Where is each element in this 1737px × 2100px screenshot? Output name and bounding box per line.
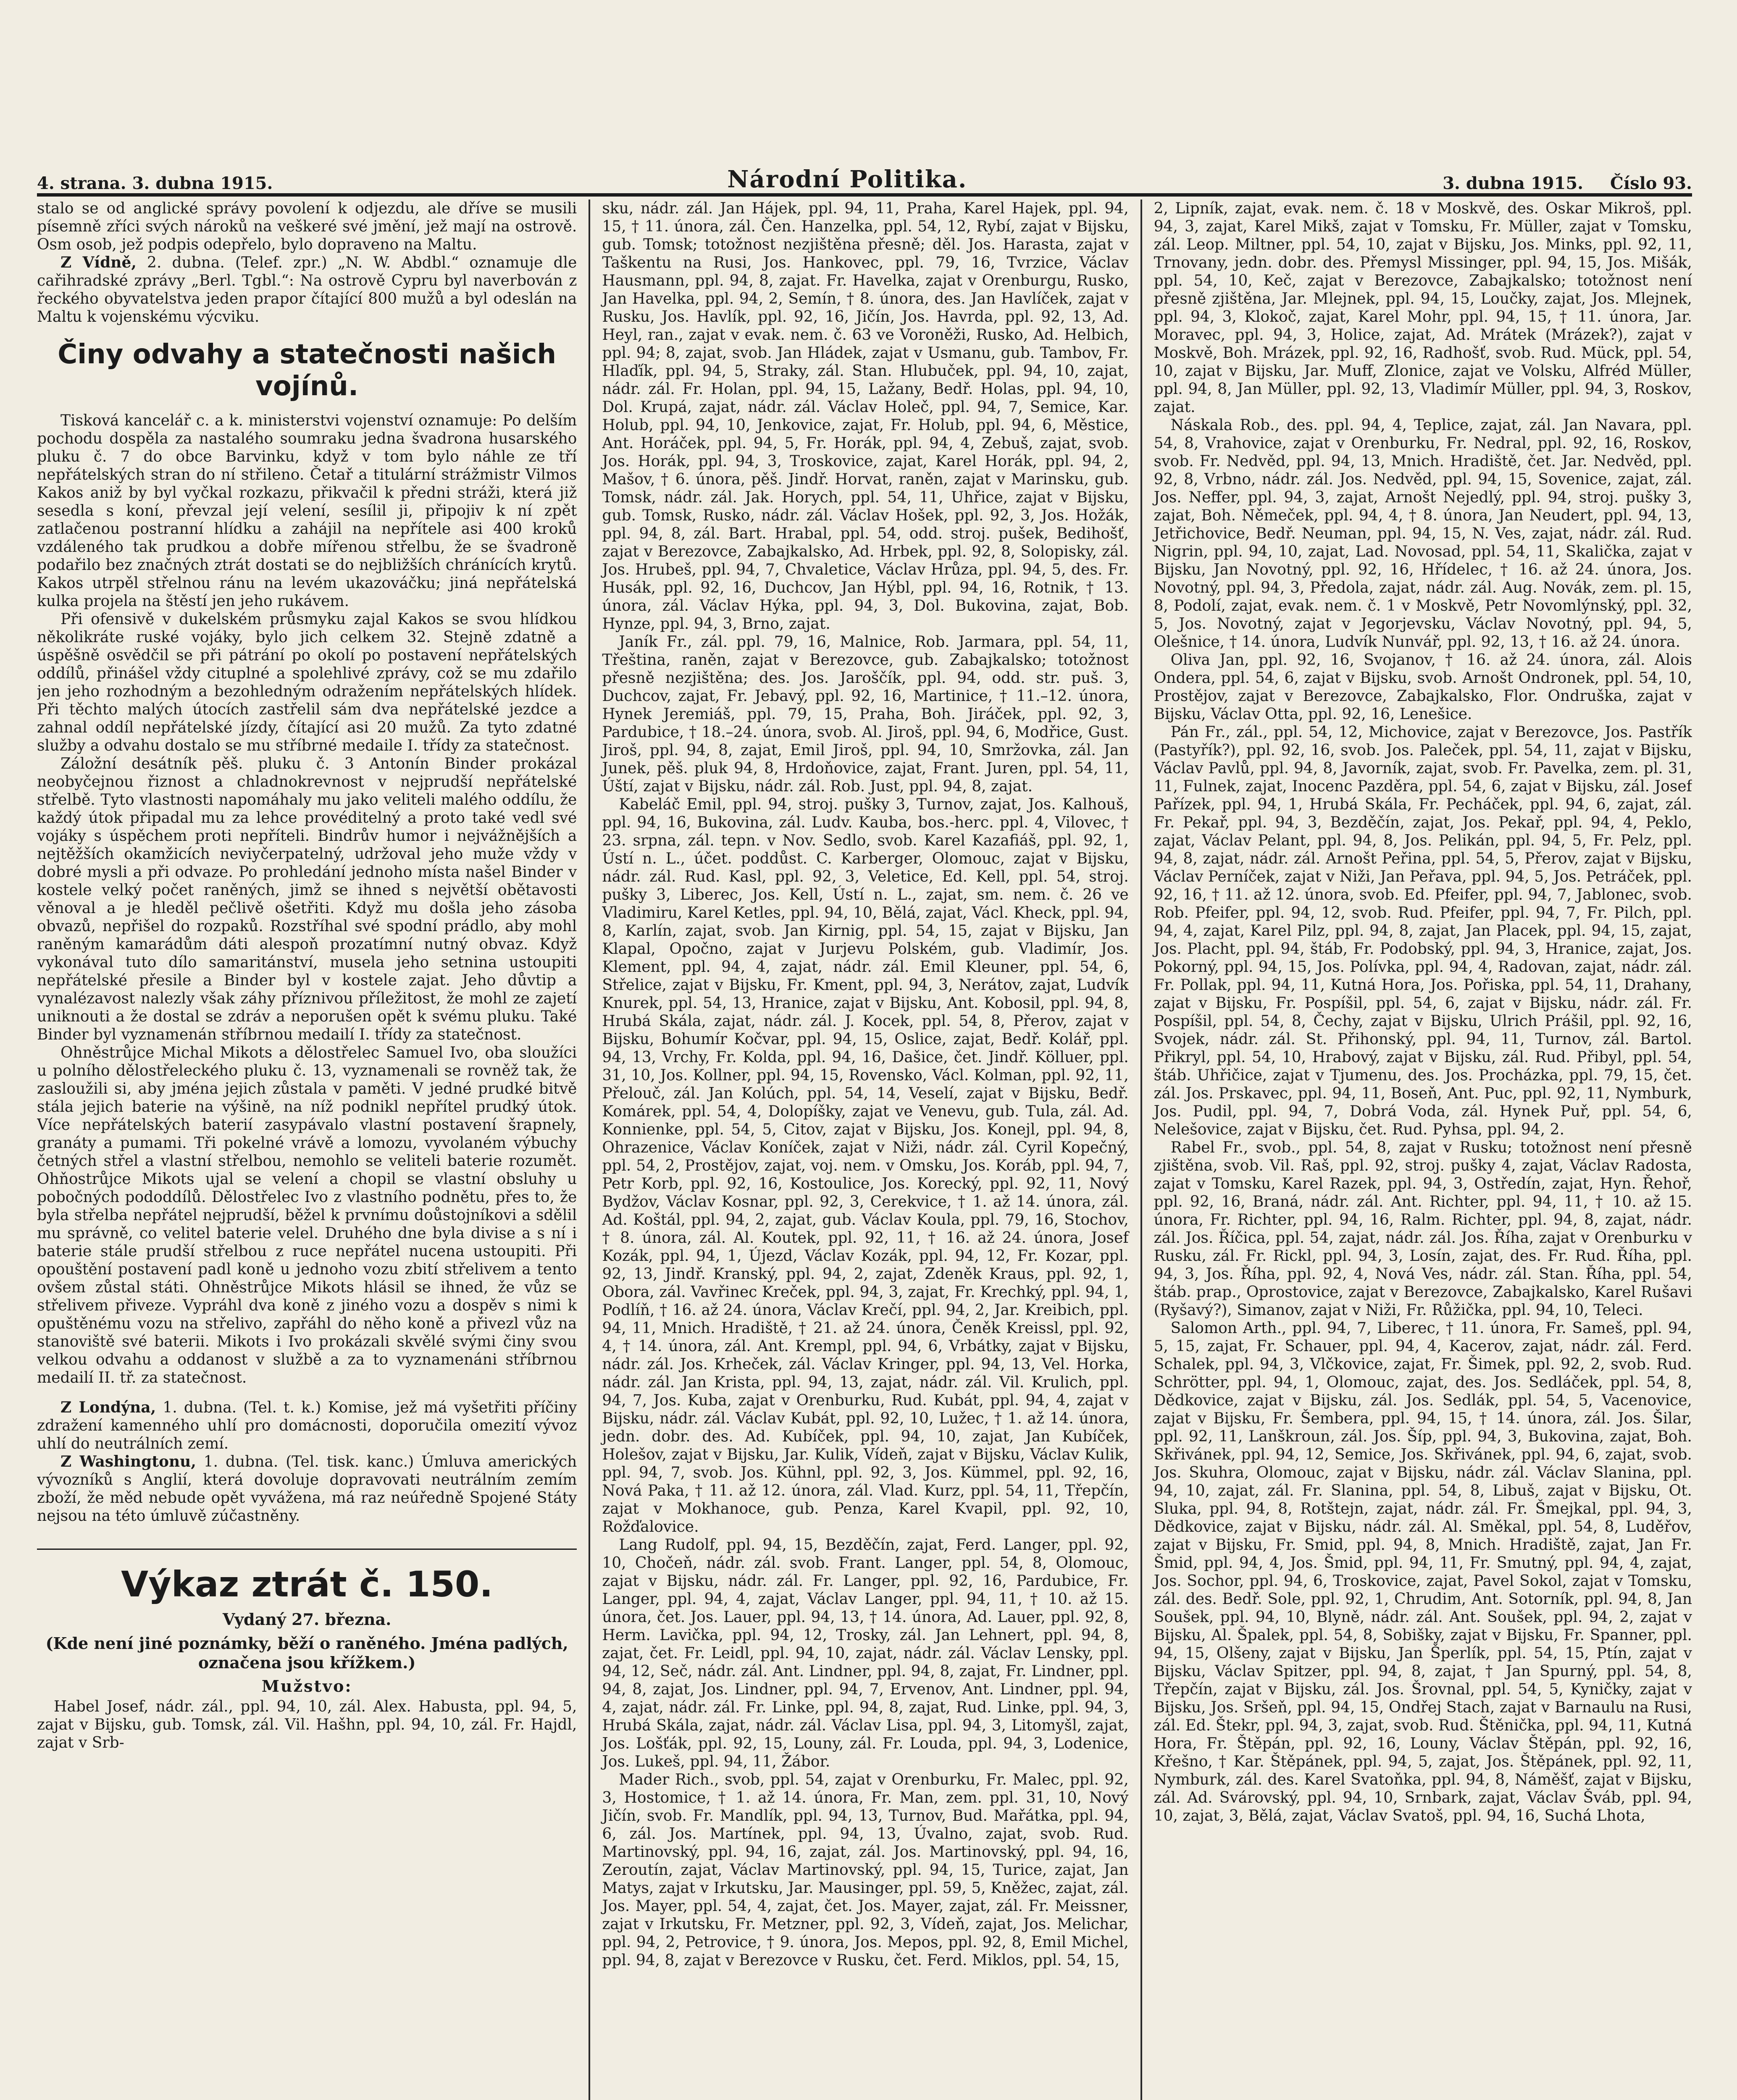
article-paragraph-4: Ohněstrůjce Michal Mikots a dělostřelec Samuel Ivo, oba sloužíci u polního dělostřeleckého pluku č. 13, vyznamenali se rovněž tak, že zasloužili si, aby jména jejich zůstala v paměti. V jedné prudké bitvě stála jejich baterie na výšině, na níž podnikl nepřítel prudký útok. Více nepřátelských baterií zasypávalo vlastní postavení šrapnely, granáty a pumami. Tři pokelné vrávě a lomozu, vyvolaném výbuchy četných střel a vlastní střelbou, nemohlo se veliteli baterie rozumět. Ohňostrůjce Mikots ujal se velení a chopil se vlastní obsluhy u pobočných pododdílů. Dělostřelec Ivo z vlastního podnětu, přes to, že byla střelba nepřátel nejprudší, běžel k prvnímu doůstojníkovi a sdělil mu správně, co velitel baterie velel. Druhého dne byla divise a s ní i baterie stále prudší střelbou z ruce nepřátel nucena ustoupiti. Při opouštění postavení padl koně u jednoho vozu zbití střelivem a tento ovšem zůstal státi. Ohněstrůjce Mikots hlásil se ihned, že vůz se střelivem přiveze. Vypráhl dva koně z jiného vozu a dospěv s nimi k opuštěnému vozu na střelivo, zapřáhl do něho koně a přivezl vůz na stanoviště své baterii. Mikots i Ivo prokázali skvělé svými činy svou velkou odvahu a oddanost v službě a za to vyznamenáni stříbrnou medailí II. tř. za statečnost.: [37, 1044, 577, 1386]
column-2: [589, 200, 1140, 2100]
header-date-left: 3. dubna 1915.: [132, 173, 273, 193]
wien-text: 2. dubna. (Telef. zpr.) „N. W. Abdbl.“ oznamuje dle cařihradské zprávy „Berl. Tgbl.“: Na ostrově Cypru byl naverbován z řeckého obyvatelstva jeden prapor čítající 800 mužů a byl odeslán na Maltu k vojenskému výcviku.: [37, 254, 577, 326]
section-muzstvo: Mužstvo:: [261, 1677, 352, 1696]
casualty-entry-habel: Habel Josef, nádr. zál., ppl. 94, 10, zál. Alex. Habusta, ppl. 94, 5, zajat v Bijsku, gub. Tomsk, zál. Vil. Hašhn, ppl. 94, 10, zál. Fr. Hajdl, zajat v Srb-: [37, 1698, 577, 1751]
casualty-entries-r: Rabel Fr., svob., ppl. 54, 8, zajat v Rusku; totožnost není přesně zjištěna, svob. Vil. Raš, ppl. 92, stroj. pušky 4, zajat, Václav Radosta, zajat v Tomsku, Karel Razek, ppl. 94, 3, Ostředín, zajat, Hyn. Řehoř, ppl. 92, 16, Braná, nádr. zál. Ant. Richter, ppl. 94, 11, † 10. až 15. února, Fr. Richter, ppl. 94, 16, Ralm. Richter, ppl. 94, 8, zajat, nádr. zál. Jos. Říčica, ppl. 54, zajat, nádr. zál. Jos. Říha, zajat v Orenburku v Rusku, zál. Fr. Rickl, ppl. 94, 3, Losín, zajat, des. Fr. Rud. Říha, ppl. 94, 3, Jos. Říha, ppl. 92, 4, Nová Ves, nádr. zál. Stan. Říha, ppl. 54, štáb. prap., Oprostovice, zajat v Berezovce, Zabajkalsko, Karel Rušavi (Ryšavý?), Simanov, zajat v Niži, Fr. Růžička, ppl. 94, 10, Teleci.: [1154, 1139, 1692, 1319]
casualty-entries-o: Oliva Jan, ppl. 92, 16, Svojanov, † 16. až 24. února, zál. Alois Ondera, ppl. 54, 6, zajat v Bijsku, svob. Arnošt Ondronek, ppl. 54, 10, Prostějov, zajat v Berezovce, Zabajkalsko, Flor. Ondruška, zajat v Bijsku, Václav Otta, ppl. 92, 16, Lenešice.: [1154, 651, 1692, 723]
header-date-right: 3. dubna 1915.: [1443, 173, 1584, 193]
casualty-entries-k: Kabeláč Emil, ppl. 94, stroj. pušky 3, Turnov, zajat, Jos. Kalhouš, ppl. 94, 16, Bukovina, zál. Ludv. Kauba, bos.-herc. ppl. 4, Vilovec, † 23. srpna, zál. tepn. v Nov. Sedlo, svob. Karel Kazafiáš, ppl. 92, 1, Ústí n. L., účet. poddůst. C. Karberger, Olomouc, zajat v Bijsku, nádr. zál. Rud. Kasl, ppl. 92, 3, Veletice, Ed. Kell, ppl. 54, stroj. pušky 3, Liberec, Jos. Kell, Ústí n. L., zajat, sm. nem. č. 26 ve Vladimiru, Karel Ketles, ppl. 94, 10, Bělá, zajat, Václ. Kheck, ppl. 94, 8, Karlín, zajat, svob. Jan Kirnig, ppl. 54, 15, zajat v Bijsku, Jan Klapal, Opočno, zajat v Jurjevu Polském, gub. Vladimír, Jos. Klement, ppl. 94, 4, zajat, nádr. zál. Emil Kleuner, ppl. 54, 6, Střelice, zajat v Bijsku, Fr. Kment, ppl. 94, 3, Nerátov, zajat, Ludvík Knurek, ppl. 54, 13, Hranice, zajat v Bijsku, Ant. Kobosil, ppl. 94, 8, Hrubá Skála, zajat, nádr. zál. J. Kocek, ppl. 54, 8, Přerov, zajat v Bijsku, Bohumír Kočvar, ppl. 94, 15, Oslice, zajat, Bedř. Kolář, ppl. 94, 13, Vrchy, Fr. Kolda, ppl. 94, 16, Dašice, čet. Jindř. Kölluer, ppl. 31, 10, Jos. Kollner, ppl. 94, 15, Rovensko, Václ. Kolman, ppl. 92, 11, Přelouč, zál. Jan Kolúch, ppl. 54, 14, Veselí, zajat v Bijsku, Bedř. Komárek, ppl. 54, 4, Dolopíšky, zajat ve Venevu, gub. Tula, zál. Ad. Konnienke, ppl. 54, 5, Citov, zajat v Bijsku, Jos. Konejl, ppl. 94, 8, Ohrazenice, Václav Koníček, zajat v Niži, nádr. zál. Cyril Kopečný, ppl. 54, 2, Prostějov, zajat, voj. nem. v Omsku, Jos. Koráb, ppl. 94, 7, Petr Korb, ppl. 92, 16, Kostoulice, Jos. Korecký, ppl. 92, 11, Nový Bydžov, Václav Kosnar, ppl. 92, 3, Cerekvice, † 1. až 14. února, zál. Ad. Koštál, ppl. 94, 2, zajat, gub. Václav Koula, ppl. 79, 16, Stochov, † 8. února, zál. Al. Koutek, ppl. 92, 11, † 16. až 24. února, Josef Kozák, ppl. 94, 1, Újezd, Václav Kozák, ppl. 94, 12, Fr. Kozar, ppl. 92, 13, Jindř. Kranský, ppl. 94, 2, zajat, Zdeněk Kraus, ppl. 92, 1, Obora, zál. Vavřinec Kreček, ppl. 94, 3, zajat, Fr. Krechký, ppl. 94, 1, Podlíň, † 16. až 24. února, Václav Krečí, ppl. 94, 2, Jar. Kreibich, ppl. 94, 11, Mnich. Hradiště, † 21. až 24. února, Čeněk Kreissl, ppl. 92, 4, † 14. února, zál. Ant. Krempl, ppl. 94, 6, Vrbátky, zajat v Bijsku, nádr. zál. Jos. Krheček, zál. Václav Kringer, ppl. 94, 13, Vel. Horka, nádr. zál. Jan Krista, ppl. 94, 13, zajat, nádr. zál. Vil. Krulich, ppl. 94, 7, Jos. Kuba, zajat v Orenburku, Rud. Kubát, ppl. 94, 4, zajat v Bijsku, nádr. zál. Václav Kubát, ppl. 92, 10, Lužec, † 1. až 14. února, jedn. dobr. des. Ad. Kubíček, ppl. 94, 10, zajat, Jan Kubíček, Holešov, zajat v Bijsku, Jar. Kulik, Vídeň, zajat v Bijsku, Václav Kulik, ppl. 94, 7, svob. Jos. Kühnl, ppl. 92, 3, Jos. Kümmel, ppl. 92, 16, Nová Paka, † 11. až 12. února, zál. Vlad. Kurz, ppl. 54, 11, Třepčín, zajat v Mokhanoce, gub. Penza, Karel Kvapil, ppl. 92, 10, Rožďalovice.: [602, 796, 1129, 1536]
casualty-list-issued: Vydaný 27. března.: [223, 1610, 392, 1629]
cyprus-paragraph: stalo se od anglické správy povolení k odjezdu, ale dříve se musili písemně zříci svých nároků na veškeré své jmění, jež mají na ostrově. Osm osob, jež podpis odepřelo, bylo dopraveno na Maltu.: [37, 200, 577, 253]
page-header: [37, 160, 1692, 197]
columns: [37, 200, 1692, 2100]
casualty-roll-1: [37, 1698, 577, 1752]
casualty-entries-h: sku, nádr. zál. Jan Hájek, ppl. 94, 11, Praha, Karel Hajek, ppl. 94, 15, † 11. února, zál. Čen. Hanzelka, ppl. 54, 12, Rybí, zajat v Bijsku, gub. Tomsk; totožnost nezjištěna přesně; děl. Jos. Harasta, zajat v Taškentu na Rusi, Jos. Hankovec, ppl. 79, 16, Tvrzice, Václav Hausmann, ppl. 94, 8, zajat. Fr. Havelka, zajat v Orenburgu, Rusko, Jan Havelka, ppl. 94, 2, Semín, † 8. února, des. Jan Havlíček, zajat v Rusku, Jos. Havlík, ppl. 92, 16, Jičín, Jos. Havrda, ppl. 92, 13, Ad. Heyl, ran., zajat v evak. nem. č. 63 ve Voroněži, Rusko, Ad. Helbich, ppl. 94; 8, zajat, svob. Jan Hládek, zajat v Usmanu, gub. Tambov, Fr. Hlaďík, ppl. 94, 5, Straky, zál. Stan. Hlubuček, ppl. 94, 10, zajat, nádr. zál. Fr. Holan, ppl. 94, 15, Lažany, Bedř. Holas, ppl. 94, 10, Dol. Krupá, zajat, nádr. zál. Václav Holeč, ppl. 94, 7, Semice, Kar. Holub, ppl. 94, 10, Jenkovice, zajat, Fr. Holub, ppl. 94, 6, Městice, Ant. Horáček, ppl. 94, 5, Fr. Horák, ppl. 94, 4, Zebuš, zajat, svob. Jos. Horák, ppl. 94, 3, Troskovice, zajat, Karel Horák, ppl. 94, 2, Mašov, † 6. února, pěš. Jindř. Horvat, raněn, zajat v Marinsku, gub. Tomsk, nádr. zál. Jak. Horych, ppl. 54, 11, Uhřice, zajat v Bijsku, gub. Tomsk, Rusko, nádr. zál. Václav Hošek, ppl. 92, 3, Jos. Hožák, ppl. 94, 8, zál. Bart. Hrabal, ppl. 54, odd. stroj. pušek, Bedihošť, zajat v Berezovce, Zabajkalsko, Ad. Hrbek, ppl. 92, 8, Solopisky, zál. Jos. Hrubeš, ppl. 94, 7, Chvaletice, Václav Hrůza, ppl. 94, 5, des. Fr. Husák, ppl. 92, 16, Duchcov, Jan Hýbl, ppl. 94, 16, Rotnik, † 13. února, zál. Václav Hýka, ppl. 94, 3, Dol. Bukovina, zajat, Bob. Hynze, ppl. 94, 3, Brno, zajat.: [602, 200, 1129, 633]
london-text: 1. dubna. (Tel. t. k.) Komise, jež má vyšetřiti příčiny zdražení kamenného uhlí pro domácnosti, doporučila omezití vývoz uhlí do neutrálních zemí.: [37, 1399, 577, 1452]
london-report: [37, 1399, 577, 1453]
article-paragraph-3: Záložní desátník pěš. pluku č. 3 Antonín Binder prokázal neobyčejnou řiznost a chladnokrevnost v nejprudší nepřátelské střelbě. Tyto vlastnosti napomáhaly mu jako veliteli malého oddílu, že každý útok připadal mu za lehce provéditelný a proto také vedl své vojáky s úspěchem proti nepříteli. Bindrův humor i nejvážnějších a nejtěžších okamžicích neviyčerpatelný, udržoval jeho muže vždy v dobré mysli a při odvaze. Po prohledání jednoho místa našel Binder v kostele velký počet raněných, jimž se ihned s největší obětavosti věnoval a je hleděl pečlivě ošetřiti. Když mu došla jeho zásoba obvazů, nepřišel do rozpaků. Rozstříhal své spodní prádlo, aby mohl raněným kamarádům dáti alespoň prozatímní nutný obvaz. Když vykonával tuto dílo samaritánství, musela jeho setnina ustoupiti nepřátelské přesile a Binder byl v kostele zajat. Jeho důvtip a vynalézavost nalezly však záhy příznivou příležitost, že mohl ze zajetí uniknouti a že dostal se zdráv a neporušen opět k svému pluku. Také Binder byl vyznamenán stříbrnou medailí I. třídy za statečnost.: [37, 755, 577, 1043]
dateline-london: Z Londýna,: [60, 1399, 156, 1416]
masthead: Národní Politika.: [727, 165, 967, 193]
casualty-entries-s: Salomon Arth., ppl. 94, 7, Liberec, † 11. února, Fr. Sameš, ppl. 94, 5, 15, zajat, Fr. Schauer, ppl. 94, 4, Kacerov, zajat, nádr. zál. Ferd. Schalek, ppl. 94, 3, Vlčkovice, zajat, Fr. Šimek, ppl. 92, 2, svob. Rud. Schrötter, ppl. 94, 1, Olomouc, zajat, des. Jos. Sedláček, ppl. 54, 8, Dědkovice, zajat v Bijsku, zál. Jos. Sedlák, ppl. 54, 5, Vacenovice, zajat v Bijsku, Fr. Šembera, ppl. 94, 15, † 14. února, zál. Jos. Šilar, ppl. 92, 11, Lanškroun, zál. Jos. Šíp, ppl. 94, 3, Bukovina, zajat, Boh. Skřivánek, ppl. 94, 12, Semice, Jos. Skřivánek, ppl. 94, 6, zajat, svob. Jos. Skuhra, Olomouc, zajat v Bijsku, nádr. zál. Václav Slanina, ppl. 94, 10, zajat, zál. Fr. Slanina, ppl. 54, 8, Libuš, zajat v Bijsku, Ot. Sluka, ppl. 94, 8, Rotštejn, zajat, nádr. zál. Fr. Šmejkal, ppl. 94, 3, Dědkovice, zajat v Bijsku, nádr. zál. Al. Směkal, ppl. 54, 8, Luděřov, zajat v Bijsku, Fr. Smid, ppl. 94, 8, Mnich. Hradiště, zajat, Jan Fr. Šmid, ppl. 94, 4, Jos. Šmid, ppl. 94, 11, Fr. Smutný, ppl. 94, 4, zajat, Jos. Sochor, ppl. 94, 6, Troskovice, zajat, Pavel Sokol, zajat v Tomsku, zál. des. Bedř. Sole, ppl. 92, 1, Chrudim, Ant. Sotorník, ppl. 94, 8, Jan Soušek, ppl. 94, 10, Blyně, nádr. zál. Ant. Soušek, ppl. 94, 2, zajat v Bijsku, Al. Špalek, ppl. 54, 8, Sobišky, zajat v Bijsku, Fr. Spanner, ppl. 94, 15, Olšeny, zajat v Bijsku, Jan Šperlík, ppl. 54, 15, Ptín, zajat v Bijsku, Václav Spitzer, ppl. 94, 8, zajat, † Jan Spurný, ppl. 54, 8, Třepčín, zajat v Bijsku, zál. Jos. Šrovnal, ppl. 54, 5, Kyničky, zajat v Bijsku, Jos. Sršeň, ppl. 94, 15, Ondřej Stach, zajat v Barnaulu na Rusi, zál. Ed. Štekr, ppl. 94, 3, zajat, svob. Rud. Štěnička, ppl. 94, 11, Kutná Hora, Fr. Štěpán, ppl. 92, 16, Louny, Václav Štěpán, ppl. 92, 16, Křešno, † Kar. Štěpánek, ppl. 94, 5, zajat, Jos. Štěpánek, ppl. 92, 11, Nymburk, zál. des. Karel Svatoňka, ppl. 94, 8, Náměšť, zajat v Bijsku, zál. Ad. Svárovský, ppl. 94, 10, Srnbark, zajat, Václav Šváb, ppl. 94, 10, zajat, 3, Bělá, zajat, Václav Svatoš, ppl. 94, 16, Suchá Lhota,: [1154, 1320, 1692, 1824]
casualty-entries-p: Pán Fr., zál., ppl. 54, 12, Michovice, zajat v Berezovce, Jos. Pastřík (Pastyřík?), ppl. 92, 16, svob. Jos. Paleček, ppl. 54, 11, zajat v Bijsku, Václav Pavlů, ppl. 94, 8, Javorník, zajat, svob. Fr. Pavelka, zem. pl. 31, 11, Fulnek, zajat, Inocenc Pazděra, ppl. 54, 6, zajat v Bijsku, zál. Josef Pařízek, ppl. 94, 1, Hrubá Skála, Fr. Pecháček, ppl. 94, 6, zajat, zál. Fr. Pekař, ppl. 94, 3, Bezděčín, zajat, Jos. Pekař, ppl. 94, 4, Peklo, zajat, Václav Pelant, ppl. 94, 8, Jos. Pelikán, ppl. 94, 5, Fr. Pelz, ppl. 94, 8, zajat, nádr. zál. Arnošt Peřina, ppl. 54, 5, Přerov, zajat v Bijsku, Václav Perníček, zajat v Niži, Jan Peřava, ppl. 94, 5, Jos. Petráček, ppl. 92, 16, † 11. až 12. února, svob. Ed. Pfeifer, ppl. 94, 7, Jablonec, svob. Rob. Pfeifer, ppl. 94, 12, svob. Rud. Pfeifer, ppl. 94, 7, Fr. Pilch, ppl. 94, 4, zajat, Karel Pilz, ppl. 94, 8, zajat, Jan Placek, ppl. 94, 15, zajat, Jos. Placht, ppl. 94, štáb, Fr. Podobský, ppl. 94, 3, Hranice, zajat, Jos. Pokorný, ppl. 94, 15, Jos. Polívka, ppl. 94, 4, Radovan, zajat, nádr. zál. Fr. Pollak, ppl. 94, 11, Kutná Hora, Jos. Pořiska, ppl. 54, 11, Drahany, zajat v Bijsku, Fr. Pospíšil, ppl. 54, 6, zajat v Bijsku, nádr. zál. Fr. Pospíšil, ppl. 54, 8, Čechy, zajat v Bijsku, Ulrich Prášil, ppl. 92, 16, Svojek, nádr. zál. St. Přihonský, ppl. 94, 11, Turnov, zál. Bartol. Přikryl, ppl. 54, 10, Hrabový, zajat v Bijsku, zál. Rud. Přibyl, ppl. 54, štáb. Uhřičice, zajat v Tjumenu, des. Jos. Procházka, ppl. 79, 15, čet. zál. Jos. Prskavec, ppl. 94, 11, Boseň, Ant. Puc, ppl. 92, 11, Nymburk, Jos. Pudil, ppl. 94, 7, Dobrá Voda, zál. Hynek Puř, ppl. 54, 6, Nelešovice, zajat v Bijsku, čet. Rud. Pyhsa, ppl. 94, 2.: [1154, 724, 1692, 1138]
dateline-wien: Z Vídně,: [60, 254, 137, 271]
newspaper-page: [37, 160, 1692, 2100]
casualty-entries-l: Lang Rudolf, ppl. 94, 15, Bezděčín, zajat, Ferd. Langer, ppl. 92, 10, Chočeň, nádr. zál. svob. Frant. Langer, ppl. 54, 8, Olomouc, zajat v Bijsku, nádr. zál. Fr. Langer, ppl. 92, 16, Pardubice, Fr. Langer, ppl. 94, 4, zajat, Václav Langer, ppl. 94, 11, † 10. až 15. února, čet. Jos. Lauer, ppl. 94, 13, † 14. února, Ad. Lauer, ppl. 92, 8, Herm. Lavička, ppl. 94, 12, Trosky, zál. Jan Lehnert, ppl. 94, 8, zajat, čet. Fr. Leidl, ppl. 94, 10, zajat, nádr. zál. Václav Lensky, ppl. 94, 12, Seč, nádr. zál. Ant. Lindner, ppl. 94, 8, zajat, Fr. Lindner, ppl. 94, 8, zajat, Jos. Lindner, ppl. 94, 7, Ervenov, Ant. Lindner, ppl. 94, 4, zajat, nádr. zál. Fr. Linke, ppl. 94, 8, zajat, Rud. Linke, ppl. 94, 3, Hrubá Skála, zajat, nádr. zál. Václav Lisa, ppl. 94, 3, Litomyšl, zajat, Jos. Lošťák, ppl. 92, 15, Louny, zál. Fr. Louda, ppl. 94, 3, Lodenice, Jos. Lukeš, ppl. 94, 11, Žábor.: [602, 1536, 1129, 1770]
casualty-entries-m: Mader Rich., svob, ppl. 54, zajat v Orenburku, Fr. Malec, ppl. 92, 3, Hostomice, † 1. až 14. února, Fr. Man, zem. ppl. 31, 10, Nový Jičín, svob. Fr. Mandlík, ppl. 94, 13, Turnov, Bud. Mařátka, ppl. 94, 6, zál. Jos. Martínek, ppl. 94, 13, Úvalno, zajat, svob. Rud. Martinovský, ppl. 94, 16, zajat, zál. Jos. Martinovský, ppl. 94, 16, Zeroutín, zajat, Václav Martinovský, ppl. 94, 15, Turice, zajat, Jan Matys, zajat v Irkutsku, Jar. Mausinger, ppl. 59, 5, Kněžec, zajat, zál. Jos. Mayer, ppl. 54, 4, zajat, čet. Jos. Mayer, zajat, zál. Fr. Meissner, zajat v Irkutsku, Fr. Metzner, ppl. 92, 3, Vídeň, zajat, Jos. Melichar, ppl. 94, 2, Petrovice, † 9. února, Jos. Mepos, ppl. 92, 8, Emil Michel, ppl. 94, 8, zajat v Berezovce v Rusku, čet. Ferd. Miklos, ppl. 54, 15,: [602, 1771, 1129, 1969]
issue-number: Číslo 93.: [1610, 173, 1692, 193]
header-right: [1422, 173, 1692, 193]
washington-text: 1. dubna. (Tel. tisk. kanc.) Úmluva amerických vývozníků s Anglií, která dovoluje dopravovati neutrálním zemím zboží, že měd nebude opět vyvážena, má raz neúředně Spojené Státy nejsou na této úmluvě zúčastněny.: [37, 1453, 577, 1525]
casualty-list-header: [37, 1549, 577, 1696]
page-number: 4. strana.: [37, 173, 126, 193]
casualty-entries-m-cont: 2, Lipník, zajat, evak. nem. č. 18 v Moskvě, des. Oskar Mikroš, ppl. 94, 3, zajat, Karel Mikš, zajat v Tomsku, Fr. Müller, zajat v Tomsku, zál. Leop. Miltner, ppl. 54, 10, zajat v Bijsku, Jos. Minks, ppl. 92, 11, Trnovany, jedn. dobr. des. Přemysl Missinger, ppl. 94, 15, Jos. Mišák, ppl. 54, 10, Keč, zajat v Berezovce, Zabajkalsko; totožnost není přesně zjištěna, Jar. Mlejnek, ppl. 94, 15, Loučky, zajat, Jos. Mlejnek, ppl. 94, 3, Klokoč, zajat, Karel Mohr, ppl. 94, 15, † 11. února, Jar. Moravec, ppl. 94, 3, Holice, zajat, Ad. Mrátek (Mrázek?), zajat v Moskvě, Boh. Mrázek, ppl. 92, 16, Radhošť, svob. Rud. Mück, ppl. 54, 10, zajat v Bijsku, Jar. Muff, Zlonice, zajat ve Volsku, Alfréd Müller, ppl. 94, 8, Jan Müller, ppl. 92, 13, Vladimír Müller, ppl. 94, 3, Roskov, zajat.: [1154, 200, 1692, 416]
article-headline: Činy odvahy a statečnosti našich vojínů.: [58, 339, 557, 402]
article-paragraph-1: Tisková kancelář c. a k. ministerstvi vojenství oznamuje: Po delším pochodu dospěla za nastalého soumraku jedna švadrona husarského pluku č. 7 do obce Barvinku, když v tom bylo náhle ze tří nepřátelských stran do ní střileno. Četař a titulární strážmistr Vilmos Kakos aniž by byl vyčkal rozkazu, přikvačil k předni stráži, která již sesedla s koní, převzal její velení, sesílil ji, připojiv k ní zpět zatlačenou postranní hlídku a zahájil na nepřítele asi 400 kroků vzdáleného tak prudkou a dobře mířenou střelbu, že se švadroně podařilo bez značných ztrát dostati se do nejbližších chránících krytů. Kakos utrpěl střelnou ránu na levém ukazováčku; jiná nepřátelská kulka projela na štěstí jen jeho rukávem.: [37, 412, 577, 610]
casualty-entries-j: Janík Fr., zál. ppl. 79, 16, Malnice, Rob. Jarmara, ppl. 54, 11, Třeština, raněn, zajat v Berezovce, gub. Zabajkalsko; totožnost přesně nezjištěna; des. Jos. Jaroščík, ppl. 94, odd. str. puš. 3, Duchcov, zajat, Fr. Jebavý, ppl. 92, 16, Martinice, † 11.–12. února, Hynek Jeremiáš, ppl. 79, 15, Praha, Boh. Jiráček, ppl. 92, 3, Pardubice, † 18.–24. února, svob. Al. Jiroš, ppl. 94, 6, Modřice, Gust. Jiroš, ppl. 94, 8, zajat, Emil Jiroš, ppl. 94, 10, Smržovka, zál. Jan Junek, pěš. pluk 94, 8, Hrdoňovice, zajat, Frant. Juren, ppl. 54, 11, Úští, zajat v Bijsku, nádr. zál. Rob. Just, ppl. 94, 8, zajat.: [602, 633, 1129, 795]
casualty-entries-n: Náskala Rob., des. ppl. 94, 4, Teplice, zajat, zál. Jan Navara, ppl. 54, 8, Vrahovice, zajat v Orenburku, Fr. Nedral, ppl. 92, 16, Roskov, svob. Fr. Nedvěd, ppl. 94, 13, Mnich. Hradiště, čet. Jar. Nedvěd, ppl. 92, 8, Vrbno, nádr. zál. Jos. Nedvěd, ppl. 94, 15, Sovenice, zajat, zál. Jos. Neffer, ppl. 94, 3, zajat, Arnošt Nejedlý, ppl. 94, stroj. pušky 3, zajat, Boh. Němeček, ppl. 94, 4, † 8. února, Jan Neudert, ppl. 94, 13, Jetřichovice, Bedř. Neuman, ppl. 94, 15, N. Ves, zajat, nádr. zál. Rud. Nigrin, ppl. 94, 10, zajat, Lad. Novosad, ppl. 54, 11, Skalička, zajat v Bijsku, Jan Novotný, ppl. 92, 16, Hřídelec, † 16. až 24. února, Jos. Novotný, ppl. 94, 3, Předola, zajat, nádr. zál. Aug. Novák, zem. pl. 15, 8, Podolí, zajat, evak. nem. č. 1 v Moskvě, Petr Novomlýnský, ppl. 32, 5, Jos. Novotný, zajat v Jegorjevsku, Václav Novotný, ppl. 94, 5, Olešnice, † 14. února, Ludvík Nunvář, ppl. 92, 13, † 16. až 24. února.: [1154, 417, 1692, 651]
dateline-washington: Z Washingtonu,: [60, 1453, 196, 1470]
casualty-list-title: Výkaz ztrát č. 150.: [121, 1564, 493, 1605]
column-1: [37, 200, 589, 2100]
header-left: [37, 173, 273, 193]
article-paragraph-2: Při ofensivě v dukelském průsmyku zajal Kakos se svou hlídkou několikráte ruské vojáky, bylo jich celkem 32. Stejně zdatně a úspěšně osvědčil se při pátrání po okolí po postavení nepřátelských oddílů, přinášel vždy cituplné a spolehlivé zprávy, což se mu zdařilo jen jeho rozhodným a bezohledným odražením nepřátelských hlídek. Při těchto malých útocích zastřelil sám dva nepřátelské jezdce a zahnal oddíl nepřátelské jízdy, čítající asi 20 mužů. Za tyto zdatné služby a odvahu dostalo se mu stříbrné medaile I. třídy za statečnost.: [37, 611, 577, 754]
casualty-list-legend: (Kde není jiné poznámky, běží o raněného. Jména padlých, označena jsou křížkem.): [45, 1634, 568, 1672]
wien-report: [37, 254, 577, 326]
washington-report: [37, 1453, 577, 1525]
column-3: [1140, 200, 1692, 2100]
